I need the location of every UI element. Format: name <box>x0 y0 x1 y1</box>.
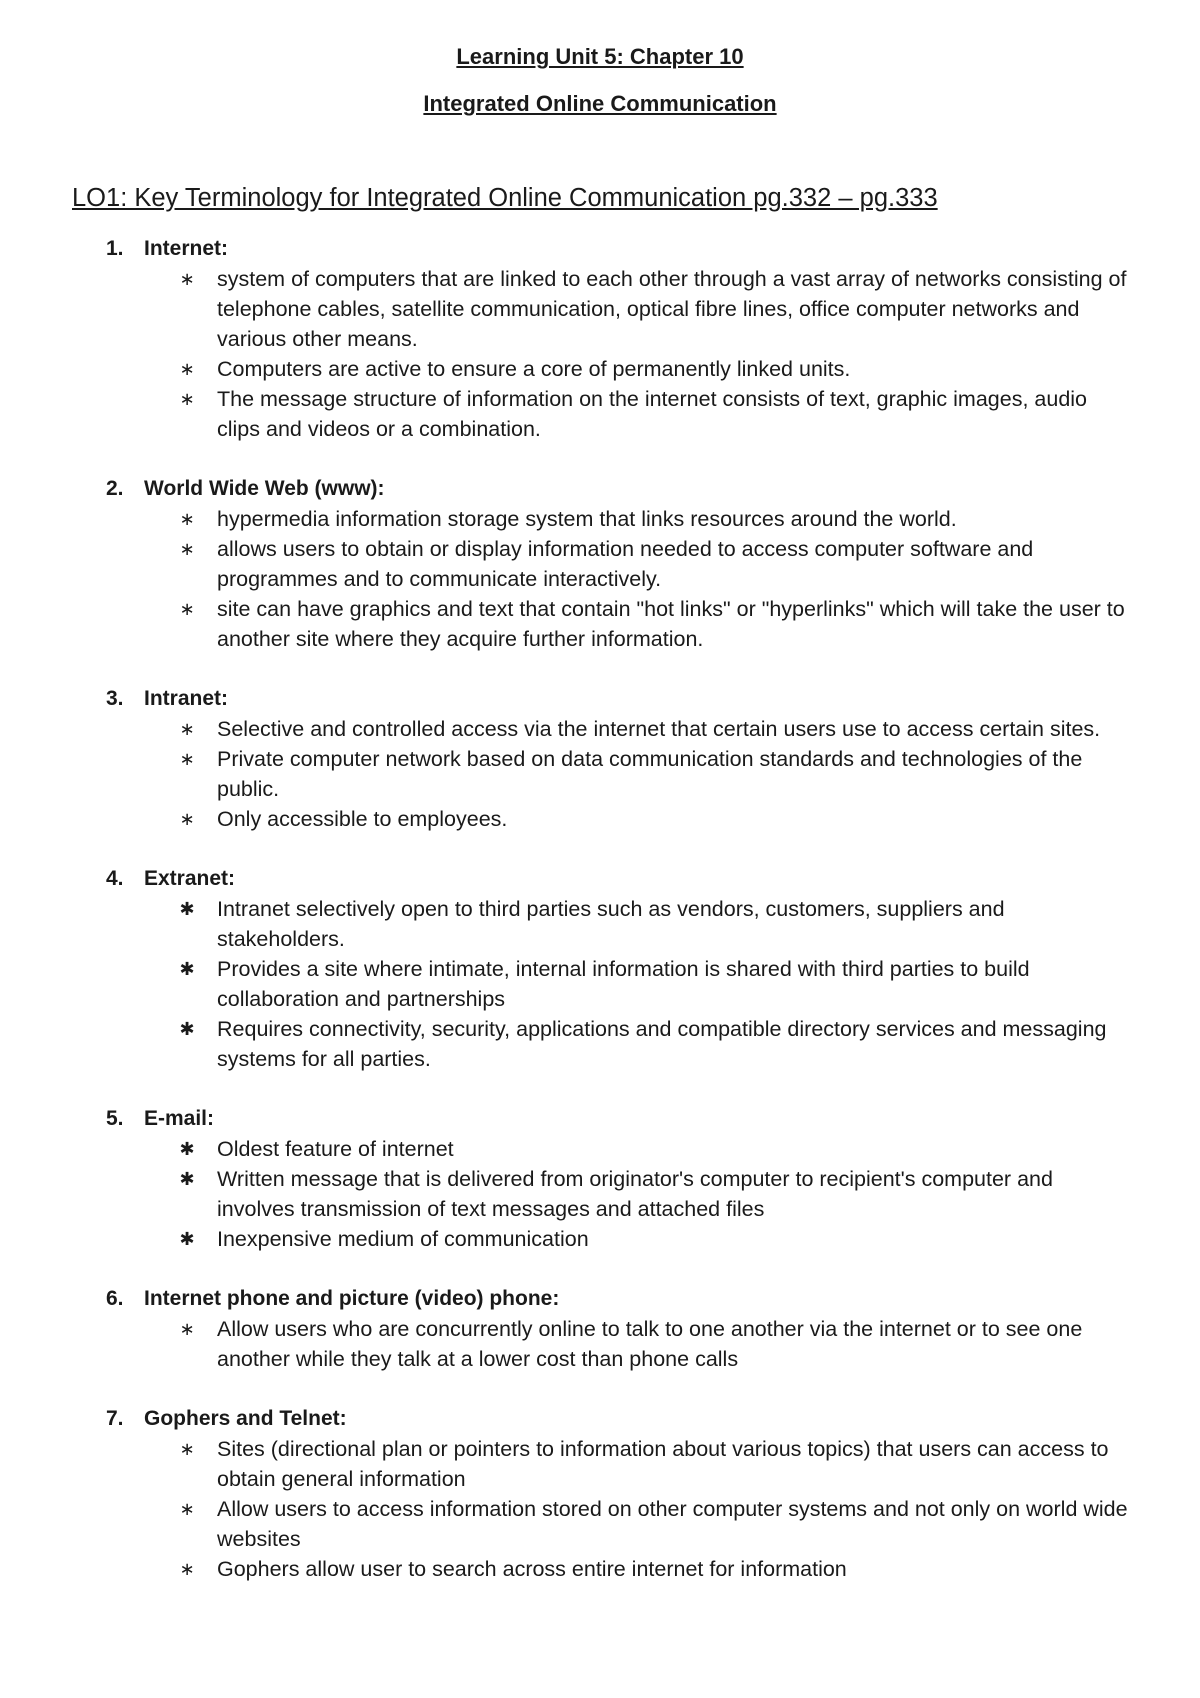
term-label: E-mail: <box>144 1107 215 1130</box>
term-heading <box>0 1104 1200 1134</box>
asterisk-bullet-icon: ∗ <box>179 599 195 619</box>
asterisk-bullet-icon: ✱ <box>179 959 195 979</box>
term-number: 1. <box>106 237 124 260</box>
bullet-item <box>0 1554 1200 1584</box>
term-item <box>0 234 1200 444</box>
bullet-text: Sites (directional plan or pointers to information about various topics) that users can access to obtain general information <box>217 1437 1109 1491</box>
term-number: 3. <box>106 687 124 710</box>
bullet-item <box>0 534 1200 594</box>
term-label: Internet: <box>144 237 228 260</box>
bullet-text: Only accessible to employees. <box>217 807 508 831</box>
bullet-text: Inexpensive medium of communication <box>217 1227 589 1251</box>
bullet-list <box>0 1434 1200 1584</box>
bullet-text: Selective and controlled access via the internet that certain users use to access certain sites. <box>217 717 1101 741</box>
bullet-text: Allow users to access information stored on other computer systems and not only on world wide websites <box>217 1497 1128 1551</box>
bullet-text: site can have graphics and text that contain "hot links" or "hyperlinks" which will take the user to another site where they acquire further information. <box>217 597 1125 651</box>
bullet-text: Provides a site where intimate, internal information is shared with third parties to build collaboration and partnerships <box>217 957 1030 1011</box>
bullet-item <box>0 594 1200 654</box>
bullet-item <box>0 1134 1200 1164</box>
bullet-item <box>0 1014 1200 1074</box>
asterisk-bullet-icon: ✱ <box>179 1169 195 1189</box>
term-heading <box>0 234 1200 264</box>
term-item <box>0 1284 1200 1374</box>
bullet-text: Computers are active to ensure a core of permanently linked units. <box>217 357 851 381</box>
asterisk-bullet-icon: ∗ <box>179 269 195 289</box>
bullet-text: Allow users who are concurrently online to talk to one another via the internet or to see one another while they talk at a lower cost than phone calls <box>217 1317 1083 1371</box>
asterisk-bullet-icon: ∗ <box>179 1559 195 1579</box>
term-item <box>0 474 1200 654</box>
bullet-item <box>0 1314 1200 1374</box>
term-item <box>0 1104 1200 1254</box>
bullet-text: Oldest feature of internet <box>217 1137 454 1161</box>
asterisk-bullet-icon: ∗ <box>179 389 195 409</box>
asterisk-bullet-icon: ∗ <box>179 809 195 829</box>
bullet-text: allows users to obtain or display information needed to access computer software and programmes and to communicate interactively. <box>217 537 1034 591</box>
term-number: 6. <box>106 1287 124 1310</box>
asterisk-bullet-icon: ∗ <box>179 359 195 379</box>
term-item <box>0 1404 1200 1584</box>
term-heading <box>0 684 1200 714</box>
term-heading <box>0 1284 1200 1314</box>
bullet-text: The message structure of information on the internet consists of text, graphic images, audio clips and videos or a combination. <box>217 387 1088 441</box>
term-number: 2. <box>106 477 124 500</box>
bullet-list <box>0 264 1200 444</box>
bullet-item <box>0 354 1200 384</box>
bullet-item <box>0 894 1200 954</box>
term-label: Internet phone and picture (video) phone: <box>144 1287 560 1310</box>
bullet-item <box>0 504 1200 534</box>
bullet-item <box>0 1164 1200 1224</box>
asterisk-bullet-icon: ∗ <box>179 1499 195 1519</box>
term-item <box>0 684 1200 834</box>
bullet-text: Private computer network based on data communication standards and technologies of the public. <box>217 747 1083 801</box>
bullet-item <box>0 1494 1200 1554</box>
asterisk-bullet-icon: ∗ <box>179 1439 195 1459</box>
asterisk-bullet-icon: ✱ <box>179 1139 195 1159</box>
term-label: Gophers and Telnet: <box>144 1407 347 1430</box>
asterisk-bullet-icon: ∗ <box>179 1319 195 1339</box>
bullet-list <box>0 714 1200 834</box>
bullet-text: Intranet selectively open to third parties such as vendors, customers, suppliers and stakeholders. <box>217 897 1005 951</box>
term-number: 7. <box>106 1407 124 1430</box>
section-heading: LO1: Key Terminology for Integrated Online Communication pg.332 – pg.333 <box>72 184 938 212</box>
bullet-text: Requires connectivity, security, applications and compatible directory services and messaging systems for all parties. <box>217 1017 1107 1071</box>
bullet-text: Written message that is delivered from originator's computer to recipient's computer and involves transmission of text messages and attached files <box>217 1167 1053 1221</box>
document-subtitle: Integrated Online Communication <box>423 91 777 116</box>
asterisk-bullet-icon: ∗ <box>179 719 195 739</box>
term-heading <box>0 474 1200 504</box>
bullet-item <box>0 954 1200 1014</box>
document-title: Learning Unit 5: Chapter 10 <box>456 44 744 69</box>
terms-list <box>0 234 1200 1614</box>
term-number: 4. <box>106 867 124 890</box>
asterisk-bullet-icon: ✱ <box>179 1229 195 1249</box>
bullet-list <box>0 504 1200 654</box>
bullet-item <box>0 1434 1200 1494</box>
bullet-text: system of computers that are linked to each other through a vast array of networks consisting of telephone cables, satellite communication, optical fibre lines, office computer networks and various other means. <box>217 267 1127 351</box>
bullet-list <box>0 1134 1200 1254</box>
asterisk-bullet-icon: ∗ <box>179 509 195 529</box>
bullet-item <box>0 384 1200 444</box>
term-heading <box>0 1404 1200 1434</box>
bullet-item <box>0 744 1200 804</box>
term-number: 5. <box>106 1107 124 1130</box>
asterisk-bullet-icon: ✱ <box>179 899 195 919</box>
term-heading <box>0 864 1200 894</box>
bullet-item <box>0 714 1200 744</box>
term-item <box>0 864 1200 1074</box>
term-label: Intranet: <box>144 687 228 710</box>
asterisk-bullet-icon: ✱ <box>179 1019 195 1039</box>
asterisk-bullet-icon: ∗ <box>179 749 195 769</box>
bullet-text: Gophers allow user to search across entire internet for information <box>217 1557 847 1581</box>
bullet-text: hypermedia information storage system that links resources around the world. <box>217 507 957 531</box>
bullet-item <box>0 804 1200 834</box>
asterisk-bullet-icon: ∗ <box>179 539 195 559</box>
bullet-item <box>0 264 1200 354</box>
term-label: World Wide Web (www): <box>144 477 385 500</box>
term-label: Extranet: <box>144 867 236 890</box>
bullet-item <box>0 1224 1200 1254</box>
bullet-list <box>0 894 1200 1074</box>
bullet-list <box>0 1314 1200 1374</box>
